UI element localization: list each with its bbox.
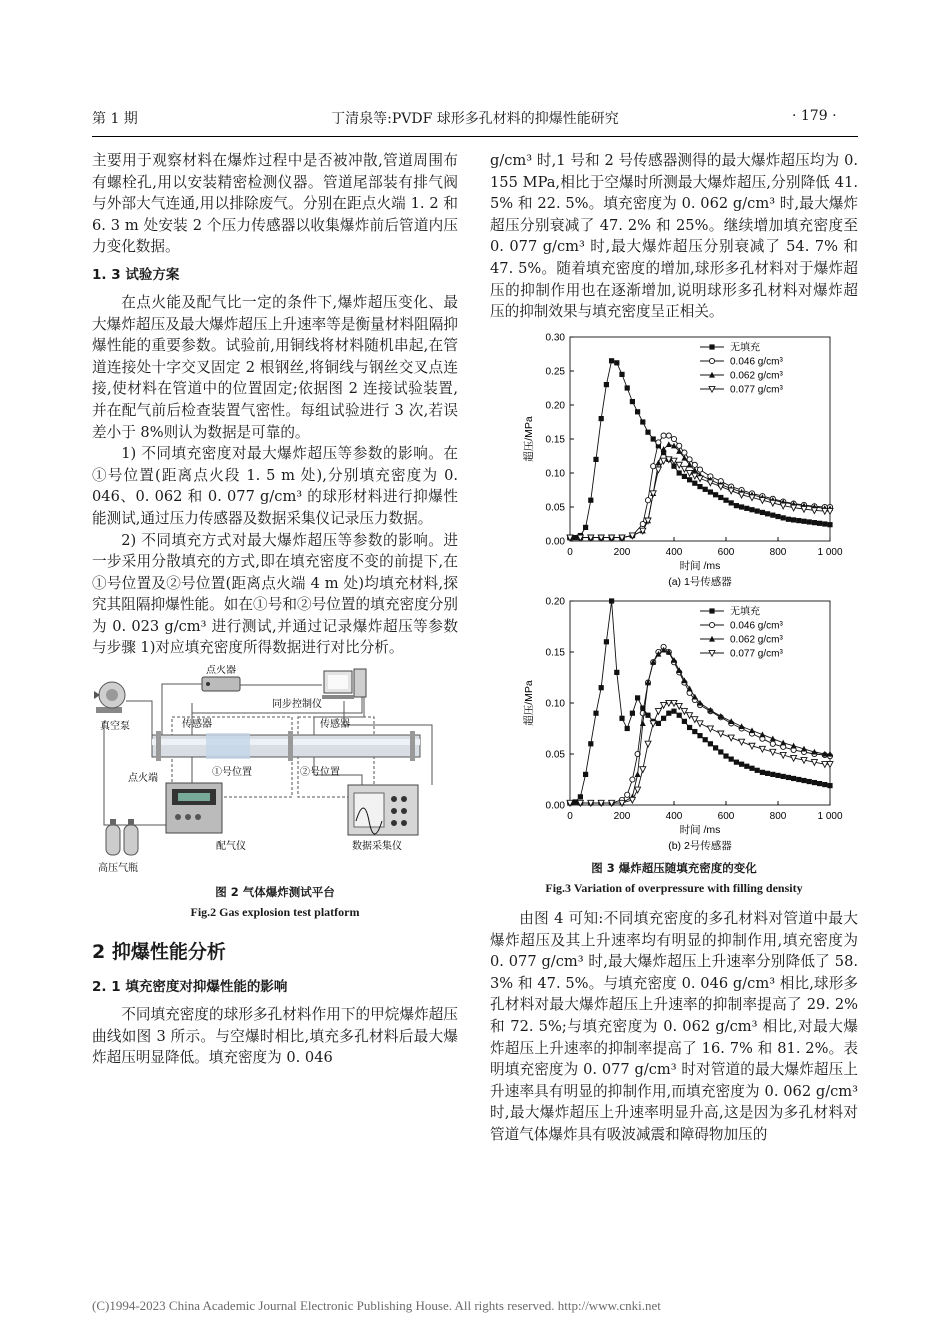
data-point xyxy=(677,470,682,475)
label-vacuum-pump: 真空泵 xyxy=(100,721,130,733)
data-point xyxy=(822,521,827,526)
data-point xyxy=(692,729,697,734)
vacuum-pump-icon xyxy=(94,682,125,713)
data-point xyxy=(692,480,697,485)
data-point xyxy=(625,385,630,390)
series-1 xyxy=(567,358,832,540)
data-point xyxy=(713,492,718,497)
data-point xyxy=(645,497,650,502)
data-point xyxy=(734,760,739,765)
data-point xyxy=(755,768,760,773)
copyright-footer: (C)1994-2023 China Academic Journal Electronic Publishing House. All rights reserved. http://www.cnki.net xyxy=(92,1298,661,1313)
data-point xyxy=(625,793,630,798)
data-point xyxy=(749,766,754,771)
data-point xyxy=(749,728,755,734)
data-point xyxy=(744,506,749,511)
legend-label: 无填充 xyxy=(730,342,760,354)
data-point xyxy=(666,441,672,447)
data-point xyxy=(781,515,786,520)
data-point xyxy=(765,771,770,776)
label-position-1: ①号位置 xyxy=(212,767,252,779)
legend-label: 0.062 g/cm³ xyxy=(730,370,783,382)
data-point xyxy=(671,709,676,714)
header-rule xyxy=(92,136,858,137)
y-tick-label: 0.00 xyxy=(545,536,565,548)
data-point xyxy=(707,726,713,732)
x-tick-label: 600 xyxy=(717,546,735,558)
legend-entry xyxy=(700,340,760,353)
data-point xyxy=(666,433,671,438)
data-point xyxy=(759,732,765,738)
data-point xyxy=(817,520,822,525)
data-point xyxy=(791,776,796,781)
data-point xyxy=(645,713,650,718)
data-point xyxy=(645,429,650,434)
series-4 xyxy=(567,701,833,807)
test-platform-diagram xyxy=(92,665,458,875)
series-line xyxy=(570,444,830,537)
data-point xyxy=(640,419,645,424)
x-tick-label: 800 xyxy=(769,811,787,823)
data-point xyxy=(630,777,635,782)
y-tick-label: 0.05 xyxy=(545,749,565,761)
data-point xyxy=(775,514,780,519)
data-point xyxy=(786,516,791,521)
igniter-icon xyxy=(202,677,240,691)
data-point xyxy=(728,719,734,725)
data-point xyxy=(723,754,728,759)
legend-label: 0.046 g/cm³ xyxy=(730,620,783,632)
data-point xyxy=(651,436,656,441)
data-point xyxy=(681,466,687,472)
data-point xyxy=(729,500,734,505)
data-point xyxy=(781,774,786,779)
left-column xyxy=(92,150,458,1069)
y-tick-label: 0.20 xyxy=(545,400,565,412)
data-point xyxy=(827,522,832,527)
data-point xyxy=(661,716,666,721)
series-3 xyxy=(567,441,833,540)
data-point xyxy=(807,519,812,524)
data-point xyxy=(822,782,827,787)
y-tick-label: 0.10 xyxy=(545,468,565,480)
y-axis-label: 超压/MPa xyxy=(523,415,535,462)
computer-icon xyxy=(322,669,366,699)
data-point xyxy=(687,713,693,719)
data-point xyxy=(687,725,692,730)
data-point xyxy=(609,358,614,363)
legend-marker xyxy=(709,344,714,349)
label-sync-controller: 同步控制仪 xyxy=(272,699,322,711)
section-heading-2-1: 2. 1 填充密度对抑爆性能的影响 xyxy=(92,979,288,996)
data-point xyxy=(599,685,604,690)
legend-label: 0.077 g/cm³ xyxy=(730,384,783,396)
chart-sensor-1 xyxy=(490,329,858,587)
data-point xyxy=(635,696,640,701)
right-column xyxy=(490,150,858,1145)
data-point xyxy=(729,757,734,762)
data-point xyxy=(619,716,624,721)
data-point xyxy=(703,737,708,742)
label-position-2: ②号位置 xyxy=(300,767,340,779)
data-point xyxy=(801,778,806,783)
data-point xyxy=(666,711,671,716)
explosion-tube xyxy=(152,731,420,761)
data-point xyxy=(770,736,776,742)
y-axis-label: 超压/MPa xyxy=(523,680,535,727)
data-point xyxy=(801,518,806,523)
data-point xyxy=(692,462,697,467)
data-point xyxy=(676,462,682,468)
x-tick-label: 400 xyxy=(665,546,683,558)
data-point xyxy=(655,467,661,473)
legend-label: 0.046 g/cm³ xyxy=(730,356,783,368)
data-point xyxy=(625,726,630,731)
legend-marker xyxy=(709,623,714,628)
paragraph: 2) 不同填充方式对最大爆炸超压等参数的影响。进一步采用分散填充的方式,即在填充密度不变的前提下,在①号位置及②号位置(距离点火端 4 m 处)均填充材料,探究其阻隔抑爆性能。如在①号和②号位置的填充密度分别为 0. 023 g/cm³ 进行测试,并通过记录爆炸超压等参数与步骤 1)对应填充密度所得数据进行对比分析。 xyxy=(92,531,458,657)
section-heading-1-3: 1. 3 试验方案 xyxy=(92,266,180,283)
data-point xyxy=(640,721,646,727)
series-line xyxy=(570,361,830,538)
page-number: · 179 · xyxy=(792,108,837,124)
data-point xyxy=(697,476,703,482)
journal-issue: 第 1 期 xyxy=(92,111,138,127)
label-ignition-end: 点火端 xyxy=(128,773,158,785)
data-point xyxy=(656,440,661,445)
paragraph: 不同填充密度的球形多孔材料作用下的甲烷爆炸超压曲线如图 3 所示。与空爆时相比,填充多孔材料后最大爆炸超压明显降低。填充密度为 0. 046 xyxy=(92,1006,458,1067)
gas-cylinder-icon xyxy=(106,819,138,855)
data-point xyxy=(807,779,812,784)
data-point xyxy=(796,518,801,523)
data-point xyxy=(775,773,780,778)
data-point xyxy=(770,512,775,517)
paragraph: 1) 不同填充密度对最大爆炸超压等参数的影响。在①号位置(距离点火段 1. 5 m 处),分别填充密度为 0. 046、0. 062 和 0. 077 g/cm³ 的球形材料进行抑爆性能测试,通过压力传感器及数据采集仪记录压力数据。 xyxy=(92,445,458,527)
data-point xyxy=(677,443,682,448)
data-point xyxy=(786,775,791,780)
paragraph: 主要用于观察材料在爆炸过程中是否被冲散,管道周围布有螺栓孔,用以安装精密检测仪器。管道尾部装有排气阀与外部大气连通,用以排除废气。分别在距点火端 1. 2 和 6. 3 m 处安装 2 个压力传感器以收集爆炸前后管道内压力变化数据。 xyxy=(92,152,458,256)
legend-label: 0.062 g/cm³ xyxy=(730,634,783,646)
data-point xyxy=(583,772,588,777)
data-point xyxy=(614,670,619,675)
paragraph: g/cm³ 时,1 号和 2 号传感器测得的最大爆炸超压均为 0. 155 MPa,相比于空爆时所测最大爆炸超压,分别降低 41. 5% 和 22. 5%。填充密度为 0. 062 g/cm³ 时,最大爆炸超压分别衰减了 47. 2% 和 25%。继续增加填充密度至 0. 077 g/cm³ 时,最大爆炸超压分别衰减了 54. 7% 和 47. 5%。随着填充密度的增加,球形多孔材料对于爆炸超压的抑制作用也在逐渐增加,说明球形多孔材料对爆炸超压的抑制效果与填充密度呈正相关。 xyxy=(490,152,858,321)
data-point xyxy=(739,724,745,730)
data-point xyxy=(812,780,817,785)
gas-mixer-icon xyxy=(166,783,222,833)
x-tick-label: 200 xyxy=(613,811,631,823)
data-point xyxy=(744,764,749,769)
data-point xyxy=(687,477,692,482)
data-point xyxy=(635,787,641,793)
y-tick-label: 0.15 xyxy=(545,647,565,659)
data-point xyxy=(640,767,646,773)
data-point xyxy=(739,740,745,746)
data-point xyxy=(593,457,598,462)
data-point xyxy=(661,433,666,438)
figure-3 xyxy=(490,329,858,898)
data-point xyxy=(681,709,687,715)
data-point xyxy=(604,640,609,645)
x-axis-label: 时间 /ms xyxy=(679,559,721,572)
data-point xyxy=(630,399,635,404)
data-point xyxy=(765,511,770,516)
data-point xyxy=(749,507,754,512)
legend-label: 0.077 g/cm³ xyxy=(730,648,783,660)
data-point xyxy=(713,746,718,751)
x-tick-label: 600 xyxy=(717,811,735,823)
data-point xyxy=(728,735,734,741)
legend-entry xyxy=(700,605,760,618)
paragraph: 在点火能及配气比一定的条件下,爆炸超压变化、最大爆炸超压及最大爆炸超压上升速率等是衡量材料阻隔抑爆性能的重要参数。试验前,用铜线将材料随机串起,在管道连接处十字交叉固定 2 根钢丝,将铜线与钢丝交叉点连接,使材料在管道中的位置固定;依据图 2 连接试验装置,并在配气前后检查装置气密性。每组试验进行 3 次,若误差小于 8%则认为数据是可靠的。 xyxy=(92,293,458,441)
data-point xyxy=(682,719,687,724)
data-point xyxy=(718,731,724,737)
data-point xyxy=(708,742,713,747)
data-point xyxy=(780,740,786,746)
data-point xyxy=(755,508,760,513)
data-point xyxy=(697,721,703,727)
y-tick-label: 0.20 xyxy=(545,596,565,608)
legend-entry xyxy=(700,621,783,632)
data-point xyxy=(588,742,593,747)
y-tick-label: 0.05 xyxy=(545,502,565,514)
data-point xyxy=(708,489,713,494)
figure-3-caption-cn: 图 3 爆炸超压随填充密度的变化 xyxy=(591,860,757,875)
x-axis-label: 时间 /ms xyxy=(679,824,721,837)
x-tick-label: 1 000 xyxy=(817,811,843,823)
data-point xyxy=(619,372,624,377)
y-tick-label: 0.10 xyxy=(545,698,565,710)
data-point xyxy=(812,520,817,525)
data-point xyxy=(671,436,676,441)
figure-2 xyxy=(92,665,458,922)
data-point xyxy=(682,474,687,479)
data-point xyxy=(599,416,604,421)
figure-2-caption-en: Fig.2 Gas explosion test platform xyxy=(190,904,360,919)
data-point xyxy=(723,497,728,502)
y-tick-label: 0.15 xyxy=(545,434,565,446)
data-point xyxy=(651,463,656,468)
x-tick-label: 0 xyxy=(567,811,573,823)
paragraph: 由图 4 可知:不同填充密度的多孔材料对管道中最大爆炸超压及其上升速率均有明显的抑制作用,填充密度为 0. 077 g/cm³ 时,最大爆炸超压上升速率分别降低了 58. 3% 和 47. 5%。与填充密度 0. 046 g/cm³ 相比,球形多孔材料对最大爆炸超压上升速率的抑制率提高了 29. 2% 和 72. 5%;与填充密度为 0. 062 g/cm³ 相比,对最大爆炸超压上升速率的抑制率提高了 16. 7% 和 81. 2%。表明填充密度为 0. 077 g/cm³ 时对管道的最大爆炸超压上升速率具有明显的抑制作用,而填充密度为 0. 062 g/cm³ 时,最大爆炸超压上升速率明显升高,这是因为多孔材料对管道气体爆炸具有吸波减震和障碍物加压的 xyxy=(490,909,858,1143)
legend-entry xyxy=(700,384,783,395)
data-point xyxy=(718,750,723,755)
data-point xyxy=(718,495,723,500)
data-point xyxy=(656,721,661,726)
x-tick-label: 400 xyxy=(665,811,683,823)
data-point xyxy=(692,717,698,723)
chart-caption: (a) 1号传感器 xyxy=(668,575,732,587)
data-point xyxy=(796,777,801,782)
legend-entry xyxy=(700,635,783,646)
data-point xyxy=(682,450,687,455)
data-point xyxy=(655,709,661,715)
data-point xyxy=(739,504,744,509)
data-point xyxy=(604,382,609,387)
legend-entry xyxy=(700,649,783,660)
chart-sensor-2 xyxy=(490,593,858,851)
data-point xyxy=(817,781,822,786)
data-point xyxy=(697,484,702,489)
x-tick-label: 0 xyxy=(567,546,573,558)
label-igniter: 点火器 xyxy=(206,665,236,677)
data-point xyxy=(635,409,640,414)
data-point xyxy=(614,360,619,365)
x-tick-label: 1 000 xyxy=(817,546,843,558)
data-point xyxy=(645,742,651,748)
chart-caption: (b) 2号传感器 xyxy=(668,840,732,852)
data-point xyxy=(630,711,635,716)
data-point xyxy=(760,510,765,515)
legend-marker xyxy=(709,358,714,363)
section-heading-2: 2 抑爆性能分析 xyxy=(92,940,226,963)
data-point xyxy=(593,711,598,716)
data-point xyxy=(655,459,661,465)
series-line xyxy=(570,703,830,803)
y-tick-label: 0.30 xyxy=(545,332,565,344)
data-point xyxy=(661,458,667,464)
data-point xyxy=(703,486,708,491)
running-title: 丁清泉等:PVDF 球形多孔材料的抑爆性能研究 xyxy=(331,111,619,127)
data-acquisition-icon xyxy=(348,785,418,835)
y-tick-label: 0.25 xyxy=(545,366,565,378)
data-point xyxy=(707,480,713,486)
data-point xyxy=(640,521,645,526)
x-tick-label: 800 xyxy=(769,546,787,558)
label-daq: 数据采集仪 xyxy=(352,841,402,853)
x-tick-label: 200 xyxy=(613,546,631,558)
data-point xyxy=(697,467,702,472)
y-tick-label: 0.00 xyxy=(545,800,565,812)
data-point xyxy=(739,762,744,767)
data-point xyxy=(687,457,692,462)
data-point xyxy=(583,525,588,530)
legend-marker xyxy=(709,609,714,614)
label-sensor-1: 传感器 xyxy=(182,719,212,731)
plot-frame xyxy=(570,337,830,541)
data-point xyxy=(697,733,702,738)
data-point xyxy=(734,503,739,508)
data-point xyxy=(578,795,583,800)
data-point xyxy=(770,772,775,777)
figure-2-caption-cn: 图 2 气体爆炸测试平台 xyxy=(215,884,335,899)
figure-3-caption-en: Fig.3 Variation of overpressure with filling density xyxy=(545,880,803,895)
data-point xyxy=(588,497,593,502)
legend-entry xyxy=(700,370,783,381)
label-gas-mixer: 配气仪 xyxy=(216,841,246,853)
legend-label: 无填充 xyxy=(730,606,760,618)
data-point xyxy=(635,772,641,778)
data-point xyxy=(760,770,765,775)
data-point xyxy=(609,599,614,604)
data-point xyxy=(677,713,682,718)
data-point xyxy=(827,783,832,788)
data-point xyxy=(770,742,775,747)
data-point xyxy=(791,517,796,522)
label-cylinder: 高压气瓶 xyxy=(98,863,138,875)
label-sensor-2: 传感器 xyxy=(320,719,350,731)
legend-entry xyxy=(700,356,783,367)
